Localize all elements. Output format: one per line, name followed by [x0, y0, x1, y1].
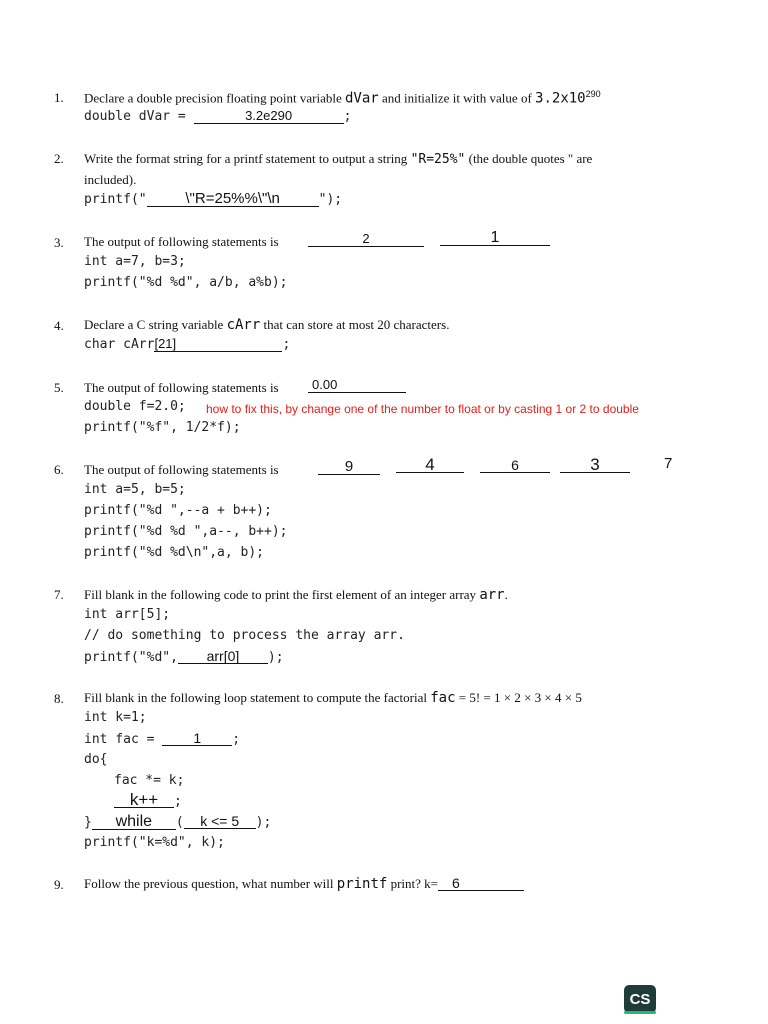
- q9-answer-blank[interactable]: 6: [438, 876, 524, 891]
- q4-answer-blank[interactable]: [21]: [154, 337, 282, 352]
- q8-code-line7: printf("k=%d", k);: [84, 835, 225, 850]
- q4-number: 4.: [54, 318, 64, 333]
- q6-number: 6.: [54, 462, 64, 477]
- q8-code-line3: do{: [84, 752, 108, 767]
- q6-answer1-blank[interactable]: 9: [318, 460, 380, 475]
- q8-keyword-blank[interactable]: while: [92, 815, 176, 830]
- q8-code-line4: fac *= k;: [114, 773, 185, 788]
- q3-code-line1: int a=7, b=3;: [84, 254, 186, 269]
- q6-answer4-blank[interactable]: 3: [560, 458, 630, 473]
- q3-code-line2: printf("%d %d", a/b, a%b);: [84, 275, 288, 290]
- q5-answer-blank[interactable]: 0.00: [308, 378, 406, 393]
- q3-answer1-blank[interactable]: 2: [308, 232, 424, 247]
- q1-answer-blank[interactable]: 3.2e290: [194, 109, 344, 124]
- q8-code-line1: int k=1;: [84, 710, 147, 725]
- q8-increment-blank[interactable]: k++: [114, 793, 174, 808]
- q3-answer2-blank[interactable]: 1: [440, 231, 550, 246]
- q5-number: 5.: [54, 380, 64, 395]
- q2-prompt-line2: included).: [84, 172, 137, 187]
- camscanner-logo: CS: [624, 985, 656, 1013]
- q6-code-line2: printf("%d ",--a + b++);: [84, 503, 272, 518]
- q9-number: 9.: [54, 877, 64, 892]
- q6-answer2-blank[interactable]: 4: [396, 458, 464, 473]
- q5-code-line1: double f=2.0;: [84, 399, 186, 414]
- q4-prompt: Declare a C string variable cArr that can store at most 20 characters.: [84, 317, 450, 333]
- q8-init-blank[interactable]: 1: [162, 731, 232, 746]
- q6-code-line1: int a=5, b=5;: [84, 482, 186, 497]
- q1-code: double dVar = 3.2e290 ;: [84, 108, 352, 124]
- q8-prompt: Fill blank in the following loop statement to compute the factorial fac = 5! = 1 × 2 × 3 × 4 × 5: [84, 690, 582, 706]
- q1-prompt: Declare a double precision floating point variable dVar and initialize it with value of $3.2x10^{290}$: [84, 89, 601, 107]
- q3-number: 3.: [54, 235, 64, 250]
- q7-code-line1: int arr[5];: [84, 607, 171, 622]
- q8-condition-blank[interactable]: k <= 5: [184, 814, 256, 829]
- camscanner-logo-bar: [624, 1011, 656, 1014]
- q7-number: 7.: [54, 587, 64, 602]
- q8-code-line2: int fac = 1 ;: [84, 730, 241, 747]
- q8-number: 8.: [54, 691, 64, 706]
- q2-answer-blank[interactable]: \"R=25%%\"\n: [147, 192, 319, 207]
- q2-number: 2.: [54, 151, 64, 166]
- q3-prompt: The output of following statements is: [84, 234, 279, 249]
- q6-code-line4: printf("%d %d\n",a, b);: [84, 545, 265, 560]
- q7-prompt: Fill blank in the following code to print the first element of an integer array arr.: [84, 587, 508, 603]
- q7-code-line3: printf("%d", arr[0] );: [84, 648, 284, 665]
- q6-code-line3: printf("%d %d ",a--, b++);: [84, 524, 288, 539]
- q2-code: printf(" \"R=25%%\"\n ");: [84, 190, 343, 207]
- q6-prompt: The output of following statements is: [84, 462, 279, 477]
- q5-handwritten-note: how to fix this, by change one of the number to float or by casting 1 or 2 to double: [206, 402, 639, 416]
- q8-code-line6: } while ( k <= 5 );: [84, 813, 272, 830]
- q5-code-line2: printf("%f", 1/2*f);: [84, 420, 241, 435]
- q8-code-line5: k++ ;: [114, 793, 182, 809]
- q4-code: char cArr[21] ;: [84, 336, 291, 352]
- q2-prompt: Write the format string for a printf statement to output a string "R=25%" (the double quotes " are: [84, 151, 593, 167]
- q5-prompt: The output of following statements is: [84, 380, 279, 395]
- q6-extra-answer: 7: [664, 455, 673, 472]
- q1-number: 1.: [54, 90, 64, 105]
- q6-answer3-blank[interactable]: 6: [480, 458, 550, 473]
- q9-prompt: Follow the previous question, what number will printf print? k= 6: [84, 876, 524, 892]
- q7-answer-blank[interactable]: arr[0]: [178, 649, 268, 664]
- q7-code-line2: // do something to process the array arr.: [84, 628, 405, 643]
